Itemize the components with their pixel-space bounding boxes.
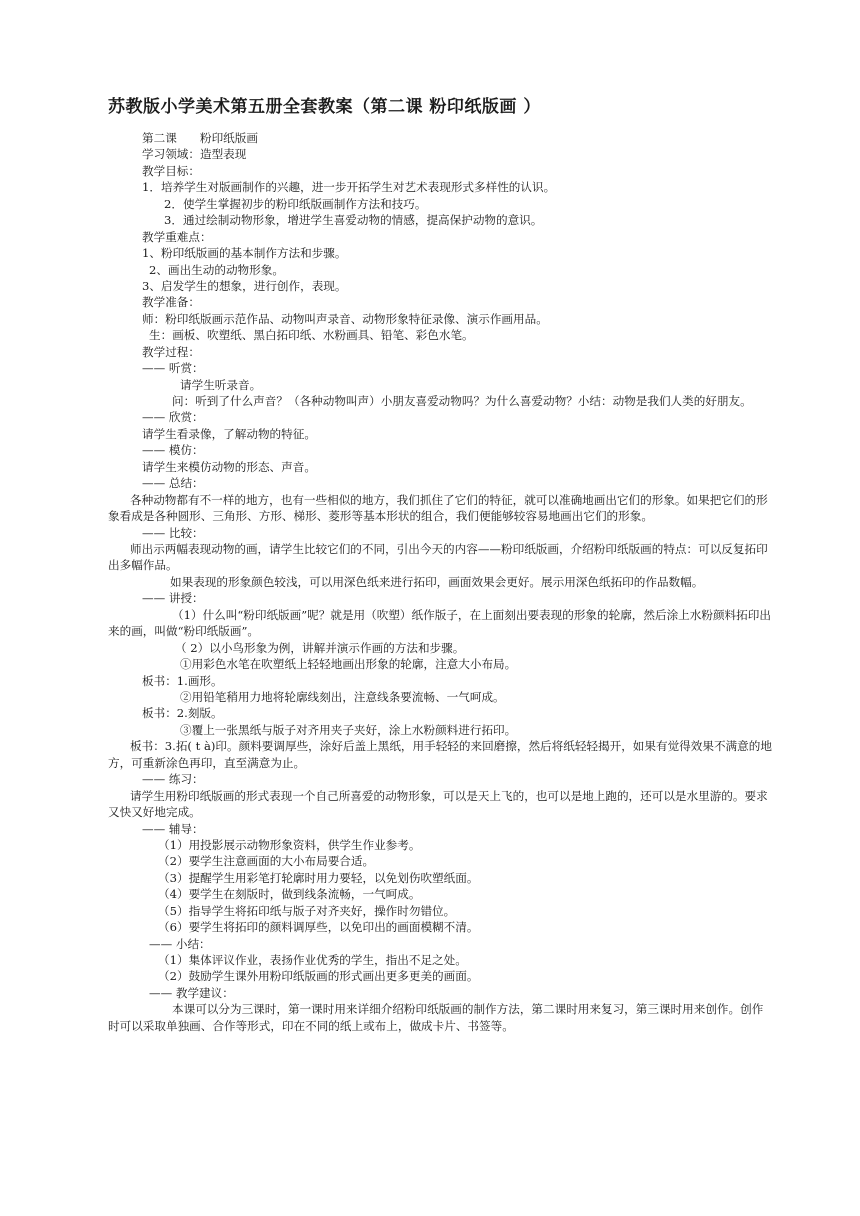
guidance-item: （5）指导学生将拓印纸与版子对齐夹好，操作时勿错位。 (158, 903, 456, 918)
prep-student: 生：画板、吹塑纸、黑白拓印纸、水粉画具、铅笔、彩色水笔。 (149, 328, 474, 343)
step-heading-compare: —— 比较： (142, 525, 204, 540)
teach-step-1: ①用彩色水笔在吹塑纸上轻轻地画出形象的轮廓，注意大小布局。 (180, 657, 517, 672)
objective-2: 2．使学生掌握初步的粉印纸版画制作方法和技巧。 (164, 196, 427, 211)
teach-demo: （ 2）以小鸟形象为例，讲解并演示作画的方法和步骤。 (175, 640, 465, 655)
step-heading-teach: —— 讲授： (142, 591, 204, 606)
listen-text: 请学生听录音。 (180, 377, 262, 392)
imitate-text: 请学生来模仿动物的形态、声音。 (142, 459, 316, 474)
listen-question: 问：听到了什么声音？（各种动物叫声）小朋友喜爱动物吗？为什么喜爱动物？小结：动物是我们人类的好朋友。 (172, 394, 752, 408)
step-heading-practice: —— 练习： (142, 772, 204, 787)
suggestion-text: 本课可以分为三课时，第一课时用来详细介绍粉印纸版画的制作方法，第二课时用来复习，第三课时用来创作。创作时可以采取单独画、合作等形式，印在不同的纸上或布上，做成卡片、书签等。 (108, 1002, 764, 1033)
teach-step-3: ③覆上一张黑纸与版子对齐用夹子夹好，涂上水粉颜料进行拓印。 (180, 722, 517, 737)
board-note-2: 板书：2.刻版。 (142, 706, 223, 721)
section-heading-process: 教学过程： (142, 344, 200, 359)
practice-text: 请学生用粉印纸版画的形式表现一个自己所喜爱的动物形象，可以是天上飞的，也可以是地上跑的，还可以是水里游的。要求又快又好地完成。 (108, 788, 768, 820)
teach-definition: （1）什么叫“粉印纸版画”呢？就是用（吹塑）纸作版子，在上面刻出要表现的形象的轮廓，然后涂上水粉颜料拓印出来的画，叫做“粉印纸版画”。 (108, 607, 771, 639)
document-body (108, 130, 772, 1034)
appreciate-text: 请学生看录像，了解动物的特征。 (142, 426, 316, 441)
board-note-1: 板书：1.画形。 (142, 673, 223, 688)
summary-text: 各种动物都有不一样的地方，也有一些相似的地方，我们抓住了它们的特征，就可以准确地画出它们的形象。如果把它们的形象看成是各种圆形、三角形、方形、梯形、菱形等基本形状的组合，我们便能够较容易地画出它们的形象。 (108, 492, 768, 524)
section-heading-key-points: 教学重难点： (142, 229, 212, 244)
step-heading-listen: —— 听赏： (142, 361, 204, 376)
step-heading-guidance: —— 辅导： (142, 821, 204, 836)
lesson-heading: 第二课 粉印纸版画 (142, 131, 258, 145)
step-heading-conclusion: —— 小结： (149, 936, 211, 951)
conclusion-item: （2）鼓励学生课外用粉印纸版画的形式画出更多更美的画面。 (158, 969, 479, 984)
learning-area: 学习领域：造型表现 (142, 147, 247, 162)
document-title: 苏教版小学美术第五册全套教案（第二课 粉印纸版画 ） (108, 97, 541, 117)
prep-teacher: 师：粉印纸版画示范作品、动物叫声录音、动物形象特征录像、演示作画用品。 (142, 311, 548, 326)
guidance-item: （3）提醒学生用彩笔打轮廓时用力要轻，以免划伤吹塑纸面。 (158, 870, 479, 885)
section-heading-preparation: 教学准备： (142, 295, 200, 310)
teach-step-2: ②用铅笔稍用力地将轮廓线刻出，注意线条要流畅、一气呵成。 (180, 689, 505, 704)
conclusion-item: （1）集体评议作业，表扬作业优秀的学生，指出不足之处。 (158, 953, 467, 968)
section-heading-objectives: 教学目标： (142, 163, 200, 178)
key-point-2: 2、画出生动的动物形象。 (149, 262, 284, 277)
step-heading-imitate: —— 模仿： (142, 443, 204, 458)
objective-3: 3．通过绘制动物形象，增进学生喜爱动物的情感，提高保护动物的意识。 (164, 213, 543, 228)
key-point-1: 1、粉印纸版画的基本制作方法和步骤。 (142, 246, 347, 261)
guidance-item: （2）要学生注意画面的大小布局要合适。 (158, 854, 375, 869)
compare-text: 师出示两幅表现动物的画，请学生比较它们的不同，引出今天的内容——粉印纸版画，介绍粉印纸版画的特点：可以反复拓印出多幅作品。 (108, 541, 768, 573)
step-heading-suggestion: —— 教学建议： (149, 985, 234, 1000)
guidance-item: （4）要学生在刻版时，做到线条流畅，一气呵成。 (158, 887, 421, 902)
step-heading-summary: —— 总结： (142, 476, 204, 491)
compare-tip: 如果表现的形象颜色较浅，可以用深色纸来进行拓印，画面效果会更好。展示用深色纸拓印的作品数幅。 (170, 574, 704, 589)
key-point-3: 3、启发学生的想象，进行创作，表现。 (142, 278, 347, 293)
guidance-item: （6）要学生将拓印的颜料调厚些，以免印出的画面模糊不清。 (158, 920, 479, 935)
guidance-item: （1）用投影展示动物形象资料，供学生作业参考。 (158, 837, 421, 852)
board-note-3: 板书：3.拓( t à)印。颜料要调厚些，涂好后盖上黑纸，用手轻轻的来回磨擦，然后将纸轻轻揭开，如果有觉得效果不满意的地方，可重新涂色再印，直至满意为止。 (108, 739, 772, 770)
objective-1: 1．培养学生对版画制作的兴趣，进一步开拓学生对艺术表现形式多样性的认识。 (142, 180, 556, 195)
step-heading-appreciate: —— 欣赏： (142, 410, 204, 425)
